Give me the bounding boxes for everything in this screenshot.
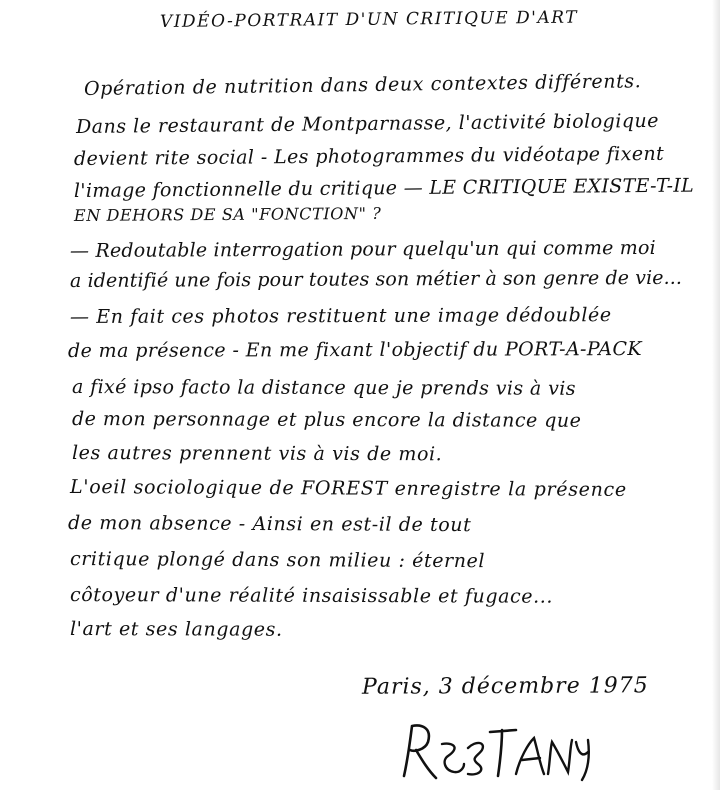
document-title: VIDÉO-PORTRAIT D'UN CRITIQUE D'ART	[159, 7, 579, 32]
text-line: a fixé ipso facto la distance que je prends vis à vis	[71, 376, 576, 400]
text-line: côtoyeur d'une réalité insaisissable et fugace...	[69, 584, 554, 608]
scan-edge-shadow	[712, 0, 720, 790]
date-line: Paris, 3 décembre 1975	[361, 673, 649, 700]
handwritten-signature	[398, 718, 598, 784]
text-line: a identifié une fois pour toutes son métier à son genre de vie...	[69, 266, 683, 292]
text-line: EN DEHORS DE SA "FONCTION" ?	[73, 203, 382, 225]
text-line: — En fait ces photos restituent une image dédoublée	[69, 304, 612, 328]
text-line: — Redoutable interrogation pour quelqu'un qui comme moi	[69, 236, 656, 262]
text-line: l'image fonctionnelle du critique — LE CRITIQUE EXISTE-T-IL	[73, 174, 695, 202]
text-line: critique plongé dans son milieu : éternel	[69, 548, 486, 573]
text-line: Dans le restaurant de Montparnasse, l'activité biologique	[75, 109, 660, 138]
text-line: devient rite social - Les photogrammes du vidéotape fixent	[73, 142, 665, 170]
text-line: de mon absence - Ainsi en est-il de tout	[67, 512, 472, 537]
text-line: de mon personnage et plus encore la distance que	[71, 408, 582, 432]
text-line: l'art et ses langages.	[69, 618, 283, 641]
text-line: les autres prennent vis à vis de moi.	[71, 442, 443, 466]
text-line: L'oeil sociologique de FOREST enregistre la présence	[69, 476, 627, 501]
text-line: de ma présence - En me fixant l'objectif du PORT-A-PACK	[67, 337, 643, 362]
text-line: Opération de nutrition dans deux contextes différents.	[83, 70, 642, 100]
